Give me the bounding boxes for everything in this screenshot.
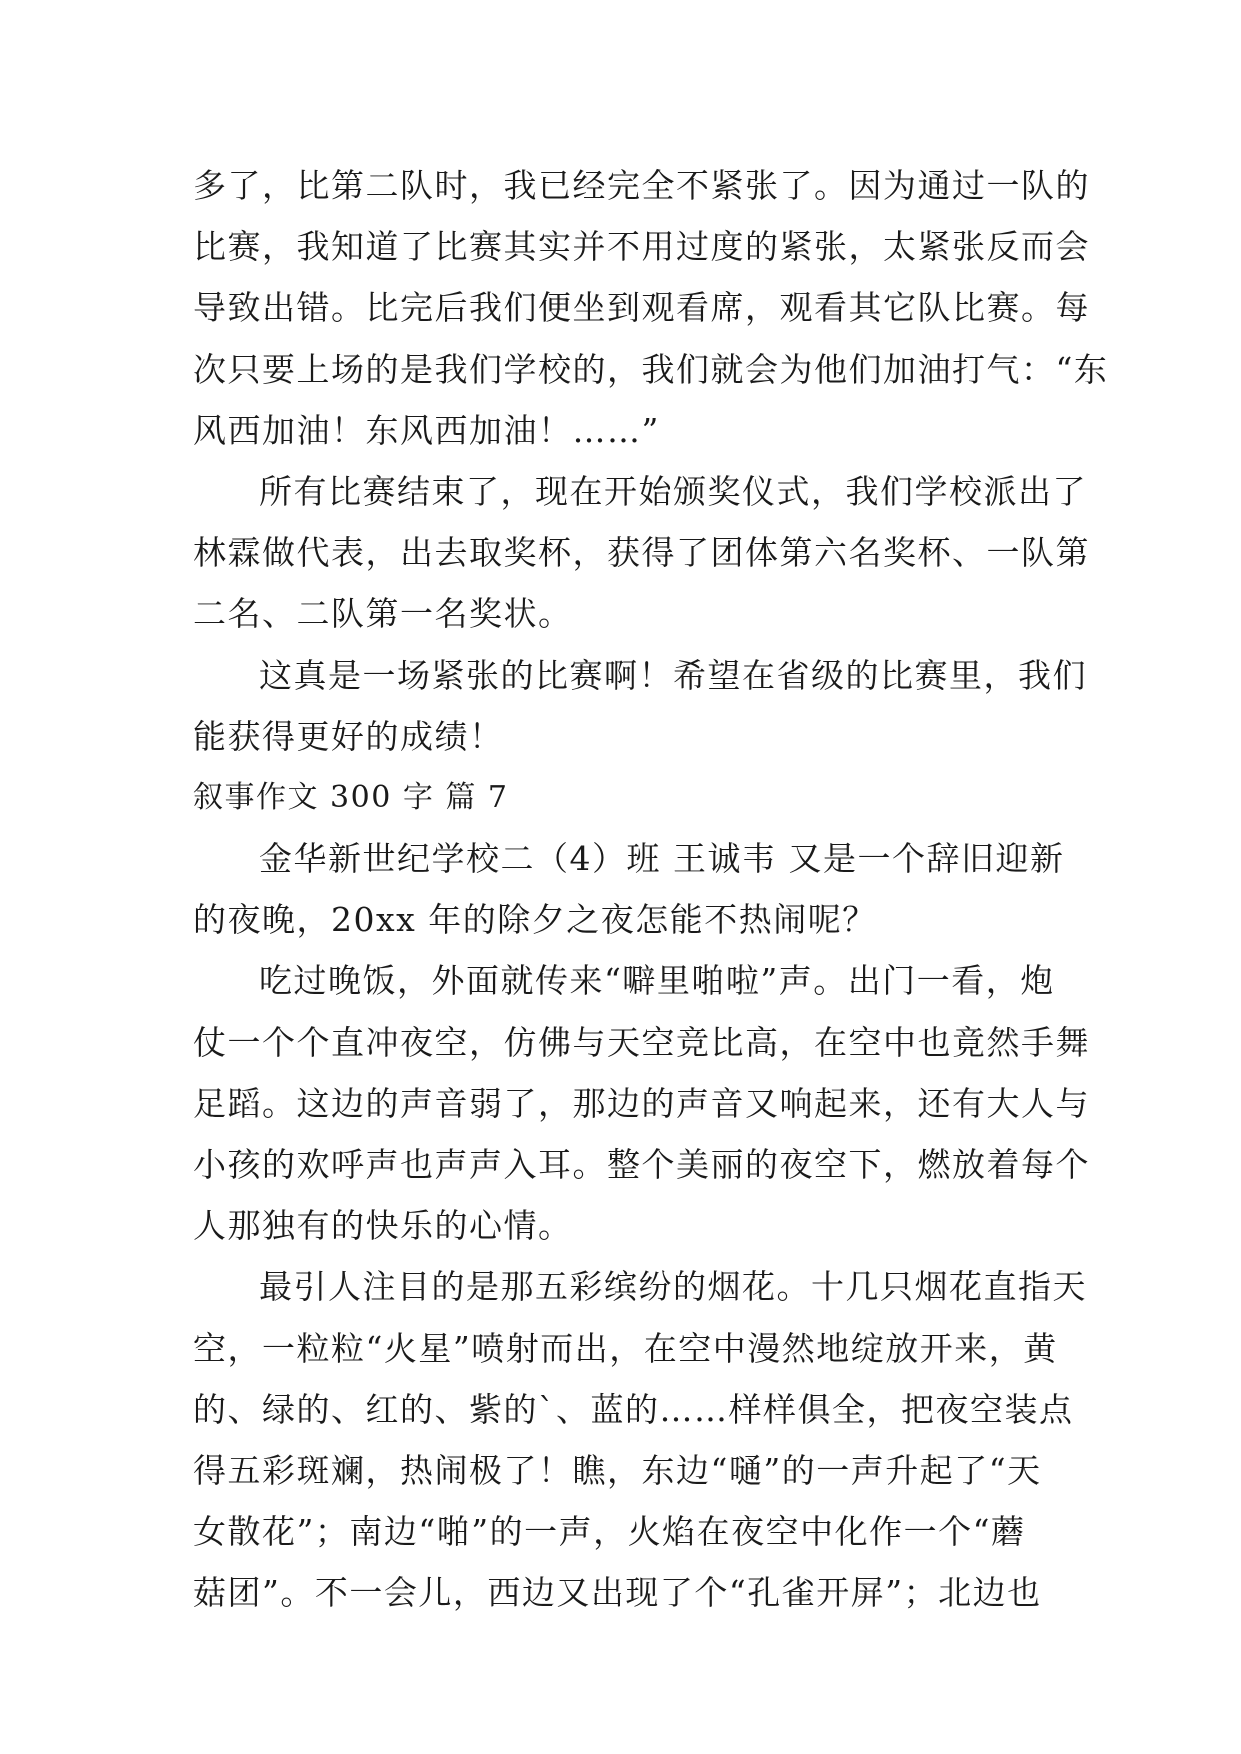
paragraph bbox=[193, 828, 1065, 950]
text-line: 空，一粒粒“火星”喷射而出，在空中漫然地绽放开来，黄 bbox=[193, 1328, 1058, 1368]
text-line: 金华新世纪学校二（4）班 王诚韦 又是一个辞旧迎新 bbox=[259, 839, 1065, 879]
paragraph bbox=[193, 645, 1087, 767]
text-line: 多了，比第二队时，我已经完全不紧张了。因为通过一队的 bbox=[193, 166, 1090, 205]
text-line: 吃过晚饭，外面就传来“噼里啪啦”声。出门一看，炮 bbox=[259, 961, 1055, 1001]
heading-text: 叙事作文 300 字 篇 7 bbox=[193, 779, 509, 815]
text-line: 次只要上场的是我们学校的，我们就会为他们加油打气：“东 bbox=[193, 349, 1109, 389]
text-line: 仗一个个直冲夜空，仿佛与天空竞比高，在空中也竟然手舞 bbox=[193, 1022, 1090, 1062]
text-line: 小孩的欢呼声也声声入耳。整个美丽的夜空下，燃放着每个 bbox=[193, 1145, 1090, 1184]
text-line: 的、绿的、红的、紫的`、蓝的……样样俱全，把夜空装点 bbox=[193, 1389, 1074, 1429]
text-line: 得五彩斑斓，热闹极了！瞧，东边“嗵”的一声升起了“天 bbox=[193, 1450, 1042, 1490]
text-line: 菇团”。不一会儿，西边又出现了个“孔雀开屏”；北边也 bbox=[193, 1573, 1042, 1613]
text-line: 人那独有的快乐的心情。 bbox=[193, 1206, 573, 1246]
paragraph bbox=[193, 155, 1109, 461]
section-heading bbox=[193, 767, 1053, 828]
text-line: 的夜晚，20xx 年的除夕之夜怎能不热闹呢？ bbox=[193, 900, 877, 940]
text-line: 女散花”；南边“啪”的一声，火焰在夜空中化作一个“蘑 bbox=[193, 1512, 1026, 1552]
text-line: 所有比赛结束了，现在开始颁奖仪式，我们学校派出了 bbox=[259, 471, 1087, 511]
text-line: 导致出错。比完后我们便坐到观看席，观看其它队比赛。每 bbox=[193, 288, 1090, 328]
text-line: 风西加油！东风西加油！……” bbox=[193, 410, 660, 450]
text-line: 最引人注目的是那五彩缤纷的烟花。十几只烟花直指天 bbox=[259, 1267, 1087, 1307]
text-line: 比赛，我知道了比赛其实并不用过度的紧张，太紧张反而会 bbox=[193, 227, 1090, 267]
text-line: 二名、二队第一名奖状。 bbox=[193, 594, 573, 634]
text-line: 足蹈。这边的声音弱了，那边的声音又响起来，还有大人与 bbox=[193, 1083, 1090, 1123]
text-line: 能获得更好的成绩！ bbox=[193, 716, 504, 756]
paragraph bbox=[193, 1256, 1087, 1623]
paragraph bbox=[193, 950, 1090, 1256]
paragraph bbox=[193, 461, 1090, 645]
text-line: 这真是一场紧张的比赛啊！希望在省级的比赛里，我们 bbox=[259, 655, 1087, 695]
text-line: 林霖做代表，出去取奖杯，获得了团体第六名奖杯、一队第 bbox=[193, 533, 1090, 573]
body-text bbox=[193, 155, 1109, 1624]
